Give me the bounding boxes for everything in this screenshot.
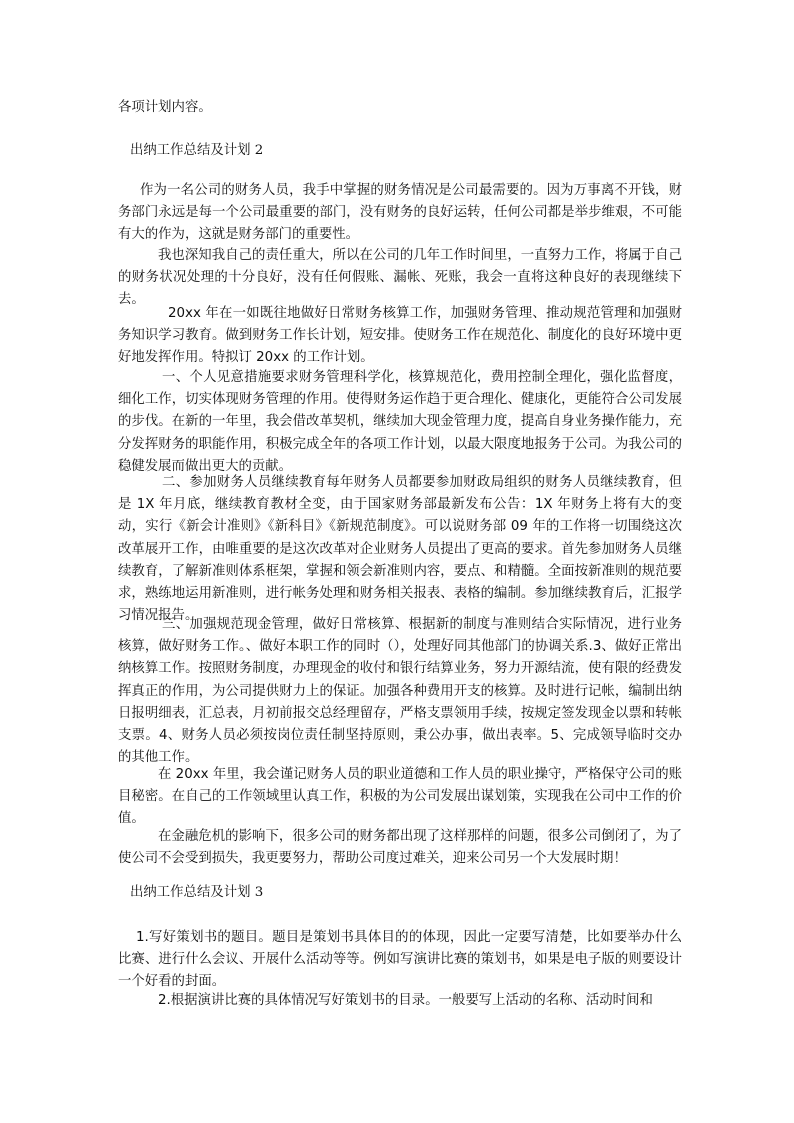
paragraph-9: 1.写好策划书的题目。题目是策划书具体目的的体现，因此一定要写清楚，比如要举办什么比赛、进行什么会议、开展什么活动等等。例如写演讲比赛的策划书，如果是电子版的则要设计一个好看的封面。 — [118, 930, 682, 990]
section-heading-2: 出纳工作总结及计划 2 — [130, 143, 264, 158]
paragraph-5: 二、参加财务人员继续教育每年财务人员都要参加财政局组织的财务人员继续教育，但是 1X 年月底，继续教育教材全变，由于国家财务部最新发布公告：1X 年财务上将有大的变动，实行《新会计准则》《新科目》《新规范制度》。可以说财务部 09 年的工作将一切围绕这次改革展开工作，由唯重要的是这次改革对企业财务人员提出了更高的要求。首先参加财务人员继续教育，了解新准则体系框架，掌握和领会新准则内容，要点、和精髓。全面按新准则的规范要求，熟练地运用新准则，进行帐务处理和财务相关报表、表格的编制。参加继续教育后，汇报学习情况报告。 — [118, 475, 682, 624]
paragraph-7: 在 20xx 年里，我会谨记财务人员的职业道德和工作人员的职业操守，严格保守公司的账目秘密。在自己的工作领域里认真工作，积极的为公司发展出谋划策，实现我在公司中工作的价值。 — [118, 767, 682, 827]
section-heading-3: 出纳工作总结及计划 3 — [130, 885, 264, 900]
paragraph-4: 一、个人见意措施要求财务管理科学化，核算规范化，费用控制全理化，强化监督度，细化工作，切实体现财务管理的作用。使得财务运作趋于更合理化、健康化，更能符合公司发展的步伐。在新的一年里，我会借改革契机，继续加大现金管理力度，提高自身业务操作能力，充分发挥财务的职能作用，积极完成全年的各项工作计划，以最大限度地报务于公司。为我公司的稳健发展而做出更大的贡献。 — [118, 370, 682, 474]
paragraph-3: 20xx 年在一如既往地做好日常财务核算工作，加强财务管理、推动规范管理和加强财务知识学习教育。做到财务工作长计划，短安排。使财务工作在规范化、制度化的良好环境中更好地发挥作用。特拟订 20xx 的工作计划。 — [118, 306, 682, 366]
paragraph-1: 作为一名公司的财务人员，我手中掌握的财务情况是公司最需要的。因为万事离不开钱，财务部门永远是每一个公司最重要的部门，没有财务的良好运转，任何公司都是举步维艰，不可能有大的作为，这就是财务部门的重要性。 — [118, 183, 682, 243]
paragraph-8: 在金融危机的影响下，很多公司的财务都出现了这样那样的问题，很多公司倒闭了，为了使公司不会受到损失，我更要努力，帮助公司度过难关，迎来公司另一个大发展时期！ — [118, 829, 682, 867]
intro-tail-text: 各项计划内容。 — [118, 100, 212, 115]
paragraph-10: 2.根据演讲比赛的具体情况写好策划书的目录。一般要写上活动的名称、活动时间和 — [158, 993, 653, 1008]
paragraph-6: 三、加强规范现金管理，做好日常核算、根据新的制度与准则结合实际情况，进行业务核算，做好财务工作。、做好本职工作的同时（），处理好同其他部门的协调关系.3、做好正常出纳核算工作。按照财务制度，办理现金的收付和银行结算业务，努力开源结流，使有限的经费发挥真正的作用，为公司提供财力上的保证。加强各种费用开支的核算。及时进行记帐，编制出纳日报明细表，汇总表，月初前报交总经理留存，严格支票领用手续，按规定签发现金以票和转帐支票。4、财务人员必须按岗位责任制坚持原则，秉公办事，做出表率。5、完成领导临时交办的其他工作。 — [118, 617, 682, 766]
paragraph-2: 我也深知我自己的责任重大，所以在公司的几年工作时间里，一直努力工作，将属于自己的财务状况处理的十分良好，没有任何假账、漏帐、死账，我会一直将这种良好的表现继续下去。 — [118, 248, 682, 308]
